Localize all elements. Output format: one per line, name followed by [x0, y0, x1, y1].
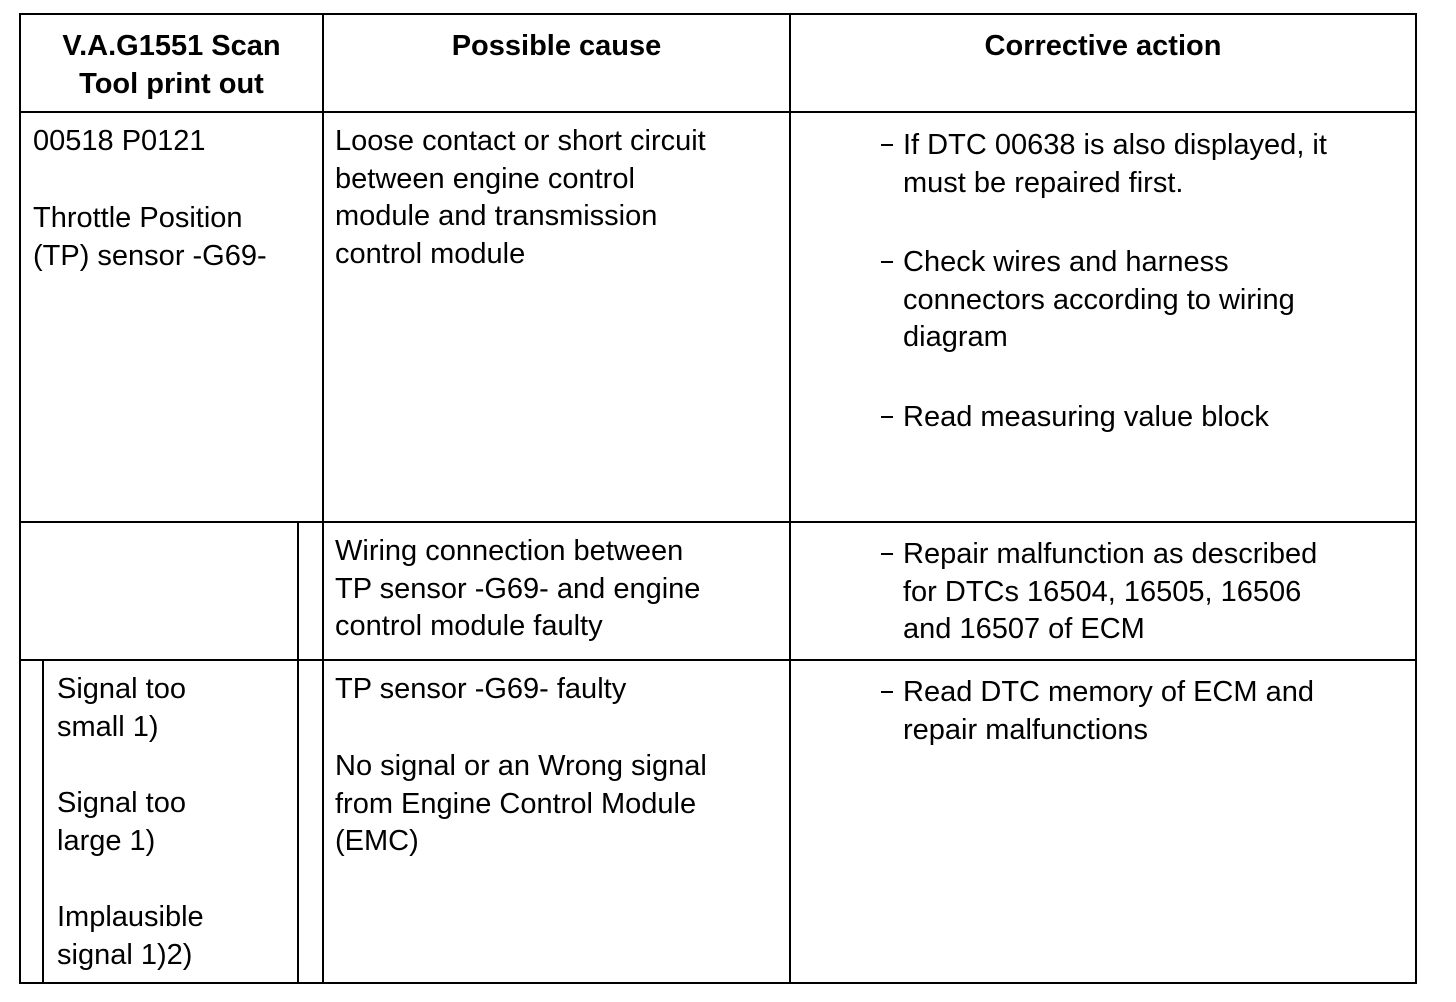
dash-bullet	[881, 144, 893, 146]
signal-line: large 1)	[57, 824, 156, 857]
action-line: Check wires and harness	[903, 246, 1229, 278]
row1-component-name-line2: (TP) sensor -G69-	[33, 239, 267, 272]
action-line: and 16507 of ECM	[903, 613, 1145, 645]
row1-cause-line: module and transmission	[335, 200, 658, 232]
dash-bullet	[881, 553, 893, 555]
row2-divider	[21, 659, 1415, 661]
signal-too-large	[57, 785, 186, 860]
action-line: If DTC 00638 is also displayed, it	[903, 129, 1327, 161]
header-corrective-action-label: Corrective action	[984, 30, 1222, 62]
row1-component-name-line1: Throttle Position	[33, 202, 243, 234]
row1-divider	[21, 521, 1415, 523]
row1-action-2-text	[903, 244, 1403, 357]
signal-line: Signal too	[57, 673, 186, 705]
row2-action-1-text	[903, 536, 1403, 649]
signal-line: Signal too	[57, 787, 186, 819]
row1-component-name	[33, 200, 267, 275]
col1-divider	[322, 15, 324, 521]
dash-bullet	[881, 261, 893, 263]
row2-cause-line: TP sensor -G69- and engine	[335, 572, 701, 605]
row2-cause-line: control module faulty	[335, 610, 603, 642]
signal-indent-bar	[42, 659, 44, 982]
row1-cause-line: between engine control	[335, 162, 635, 195]
action-line: repair malfunctions	[903, 713, 1148, 746]
row1-action-3-text	[903, 399, 1403, 437]
row3-cause-line: from Engine Control Module	[335, 787, 697, 820]
inner-divider-right	[322, 521, 324, 982]
row1-cause-line: Loose contact or short circuit	[335, 125, 706, 157]
header-scan-tool-line1: V.A.G1551 Scan	[62, 30, 281, 62]
header-possible-cause-label: Possible cause	[451, 30, 662, 62]
row2-cause	[335, 533, 700, 646]
dash-bullet	[881, 691, 893, 693]
signal-line: signal 1)2)	[57, 938, 193, 971]
action-line: diagram	[903, 321, 1008, 353]
action-line: Read DTC memory of ECM and	[903, 676, 1314, 708]
col2-divider	[789, 15, 791, 982]
row2-cause-line: Wiring connection between	[335, 535, 684, 567]
header-corrective-action	[791, 27, 1415, 65]
inner-divider-left	[297, 521, 299, 982]
signal-line: Implausible	[57, 901, 204, 933]
signal-too-small	[57, 671, 186, 746]
diagnostic-table	[19, 13, 1417, 984]
action-line: Repair malfunction as described	[903, 538, 1318, 570]
header-scan-tool-line2: Tool print out	[79, 68, 264, 100]
row3-action-1-text	[903, 674, 1403, 749]
dash-bullet	[881, 416, 893, 418]
row3-cause-line: (EMC)	[335, 825, 419, 857]
row3-cause-line: No signal or an Wrong signal	[335, 750, 707, 782]
header-scan-tool	[21, 27, 322, 103]
row3-cause-1	[335, 671, 626, 709]
action-line: must be repaired first.	[903, 166, 1184, 199]
row1-action-1-text	[903, 127, 1403, 202]
header-possible-cause	[324, 27, 789, 65]
row1-cause-line: control module	[335, 237, 526, 270]
action-line: Read measuring value block	[903, 401, 1269, 433]
action-line: for DTCs 16504, 16505, 16506	[903, 575, 1302, 608]
row1-cause	[335, 123, 706, 273]
row3-cause-line: TP sensor -G69- faulty	[335, 673, 627, 705]
signal-implausible	[57, 899, 204, 974]
row3-cause-2	[335, 748, 707, 861]
row1-code: 00518 P0121	[33, 125, 206, 157]
signal-line: small 1)	[57, 710, 159, 743]
action-line: connectors according to wiring	[903, 283, 1295, 316]
header-divider	[21, 111, 1415, 113]
